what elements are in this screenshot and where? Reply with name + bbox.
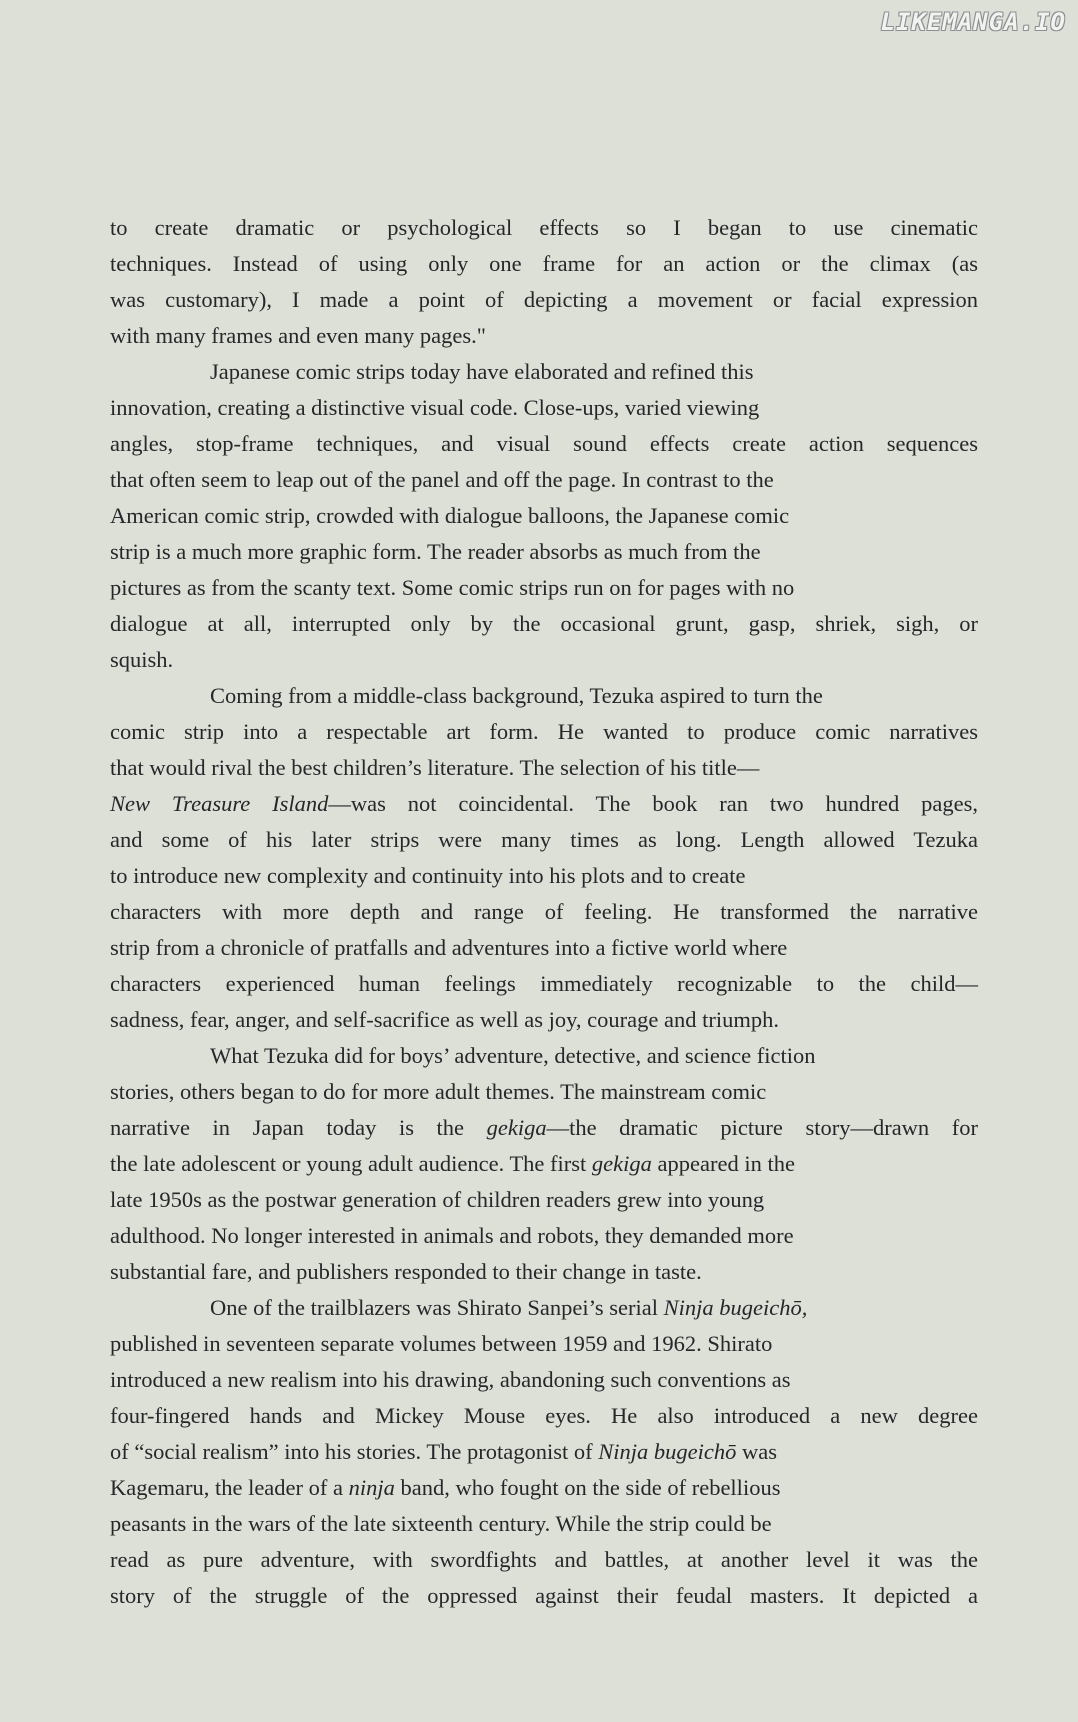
text-line: angles, stop-frame techniques, and visual sound effects create action sequences — [110, 431, 978, 456]
text-segment: One of the trailblazers was Shirato Sanpei’s serial — [210, 1295, 664, 1320]
text-segment: of “social realism” into his stories. The protagonist of — [110, 1439, 599, 1464]
text-line: strip from a chronicle of pratfalls and adventures into a fictive world where — [110, 935, 788, 960]
text-line: that would rival the best children’s literature. The selection of his title— — [110, 755, 760, 780]
italic-title: gekiga — [486, 1115, 547, 1140]
text-line: published in seventeen separate volumes between 1959 and 1962. Shirato — [110, 1331, 773, 1356]
text-line: techniques. Instead of using only one frame for an action or the climax (as — [110, 251, 978, 276]
text-line: comic strip into a respectable art form. He wanted to produce comic narratives — [110, 719, 978, 744]
text-line: story of the struggle of the oppressed against their feudal masters. It depicted a — [110, 1583, 978, 1608]
text-line: and some of his later strips were many times as long. Length allowed Tezuka — [110, 827, 978, 852]
text-segment: —the dramatic picture story—drawn for — [546, 1115, 978, 1140]
text-line: characters with more depth and range of feeling. He transformed the narrative — [110, 899, 978, 924]
text-line: innovation, creating a distinctive visual code. Close-ups, varied viewing — [110, 395, 760, 420]
text-line: dialogue at all, interrupted only by the occasional grunt, gasp, shriek, sigh, or — [110, 611, 978, 636]
text-line — [110, 1470, 978, 1506]
text-line — [110, 1434, 978, 1470]
text-line: characters experienced human feelings immediately recognizable to the child— — [110, 971, 978, 996]
text-line — [110, 1146, 978, 1182]
text-line — [110, 1110, 978, 1146]
italic-title: Ninja bugeichō, — [663, 1295, 808, 1320]
text-line: peasants in the wars of the late sixteenth century. While the strip could be — [110, 1511, 772, 1536]
text-line: to create dramatic or psychological effects so I began to use cinematic — [110, 215, 978, 240]
italic-title: Ninja bugeichō — [598, 1439, 737, 1464]
text-line: was customary), I made a point of depicting a movement or facial expression — [110, 287, 978, 312]
text-line: introduced a new realism into his drawing, abandoning such conventions as — [110, 1367, 791, 1392]
text-line — [110, 786, 978, 822]
text-line: to introduce new complexity and continuity into his plots and to create — [110, 863, 746, 888]
text-line: squish. — [110, 647, 174, 672]
text-segment: —was not coincidental. The book ran two hundred pages, — [328, 791, 978, 816]
page-body-text — [110, 210, 978, 1614]
italic-title: gekiga — [591, 1151, 652, 1176]
text-line: stories, others began to do for more adult themes. The mainstream comic — [110, 1079, 767, 1104]
text-segment: narrative in Japan today is the — [110, 1115, 487, 1140]
text-line: adulthood. No longer interested in animals and robots, they demanded more — [110, 1223, 794, 1248]
watermark-logo: LIKEMANGA.IO — [880, 8, 1066, 36]
text-line: Coming from a middle-class background, Tezuka aspired to turn the — [210, 683, 823, 708]
text-segment: the late adolescent or young adult audience. The first — [110, 1151, 592, 1176]
text-segment: was — [736, 1439, 777, 1464]
text-segment: band, who fought on the side of rebellious — [394, 1475, 781, 1500]
text-line: substantial fare, and publishers responded to their change in taste. — [110, 1259, 702, 1284]
text-line: that often seem to leap out of the panel and off the page. In contrast to the — [110, 467, 774, 492]
italic-title: ninja — [348, 1475, 395, 1500]
text-line — [110, 1290, 978, 1326]
text-segment: Kagemaru, the leader of a — [110, 1475, 349, 1500]
text-line: read as pure adventure, with swordfights and battles, at another level it was the — [110, 1547, 978, 1572]
text-line: four-fingered hands and Mickey Mouse eyes. He also introduced a new degree — [110, 1403, 978, 1428]
text-line: with many frames and even many pages." — [110, 323, 486, 348]
text-line: What Tezuka did for boys’ adventure, detective, and science fiction — [210, 1043, 816, 1068]
italic-title: New Treasure Island — [110, 791, 329, 816]
text-line: late 1950s as the postwar generation of children readers grew into young — [110, 1187, 765, 1212]
text-line: Japanese comic strips today have elaborated and refined this — [210, 359, 754, 384]
text-line: pictures as from the scanty text. Some comic strips run on for pages with no — [110, 575, 795, 600]
text-segment: appeared in the — [651, 1151, 795, 1176]
text-line: American comic strip, crowded with dialogue balloons, the Japanese comic — [110, 503, 790, 528]
text-line: strip is a much more graphic form. The reader absorbs as much from the — [110, 539, 761, 564]
text-line: sadness, fear, anger, and self-sacrifice as well as joy, courage and triumph. — [110, 1007, 779, 1032]
